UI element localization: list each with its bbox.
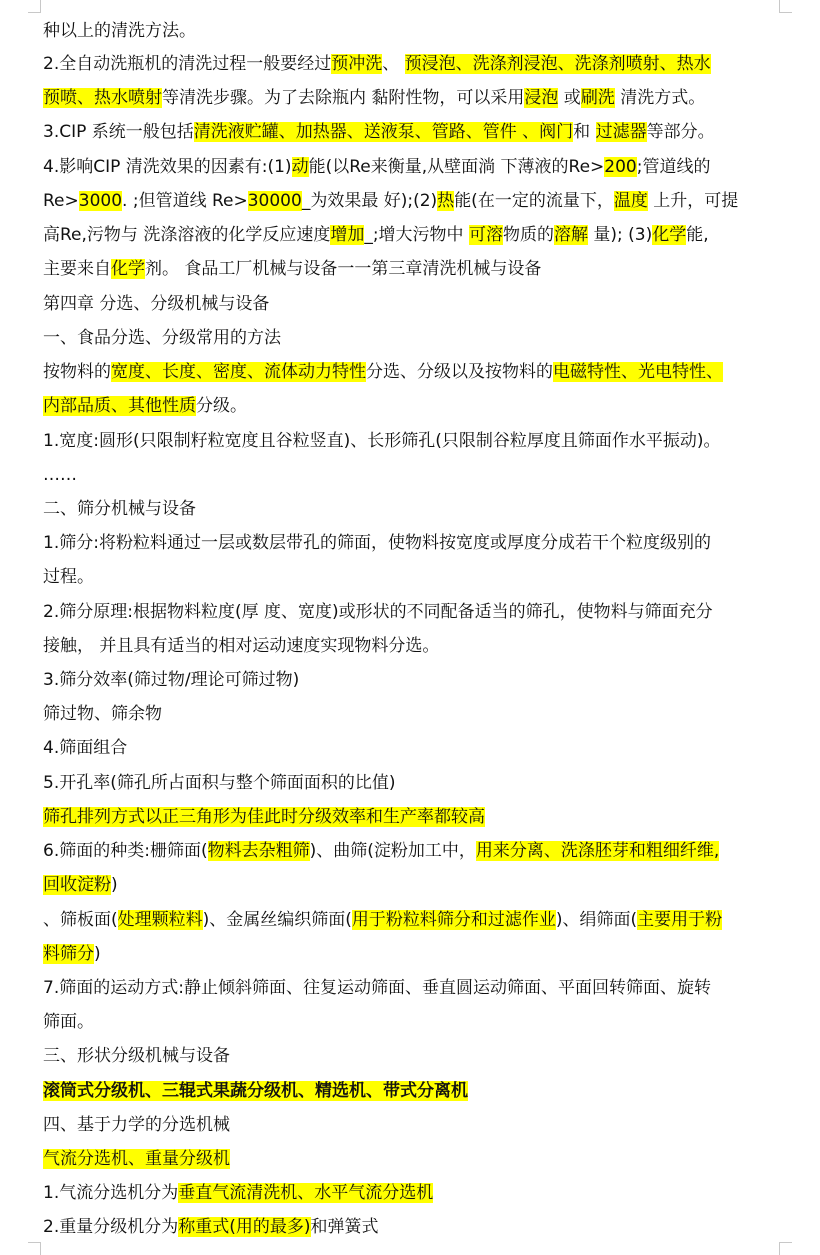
text-segment: 3.CIP 系统一般包括 <box>43 122 194 142</box>
highlighted-text: 垂直气流清洗机、水平气流分选机 <box>178 1183 434 1203</box>
text-line <box>43 768 783 798</box>
text-segment: . ;但管道线 Re> <box>122 191 248 211</box>
text-line <box>43 460 783 490</box>
text-line <box>43 802 783 832</box>
text-segment: 1.筛分:将粉粒料通过一层或数层带孔的筛面，使物料按宽度或厚度分成若干个粒度级别的 <box>43 533 711 553</box>
highlighted-text: 气流分选机、重量分级机 <box>43 1149 230 1169</box>
text-line <box>43 1212 783 1242</box>
highlighted-text: 浸泡 <box>524 88 559 108</box>
text-segment: 清洗方式。 <box>614 88 706 108</box>
highlighted-text: 预冲洗 <box>331 54 383 74</box>
highlighted-text: 宽度、长度、密度、流体动力特性 <box>111 362 366 382</box>
highlighted-text: 物料去杂粗筛 <box>207 841 310 861</box>
text-segment: 第四章 分选、分级机械与设备 <box>43 294 270 314</box>
page-corner-mark <box>28 1242 41 1255</box>
highlighted-text: 称重式(用的最多) <box>178 1217 311 1237</box>
text-segment: 分级。 <box>196 396 247 416</box>
highlighted-text: 预浸泡、洗涤剂浸泡、洗涤剂喷射、热水 <box>404 54 711 74</box>
text-line <box>43 426 783 456</box>
text-line <box>43 494 783 524</box>
highlighted-text: 内部品质、其他性质 <box>43 396 196 416</box>
text-segment: 剂。 食品工厂机械与设备一一第三章清洗机械与设备 <box>145 259 542 279</box>
text-line <box>43 289 783 319</box>
text-line <box>43 186 783 216</box>
text-segment: 三、形状分级机械与设备 <box>43 1046 230 1066</box>
highlighted-text: 过滤器 <box>595 122 647 142</box>
text-segment: 4.影响CIP 清洗效果的因素有:(1) <box>43 157 292 177</box>
highlighted-text: 溶解 <box>553 225 588 245</box>
text-segment: _;增大污物中 <box>364 225 469 245</box>
text-segment: 和 <box>573 122 596 142</box>
text-segment: 高Re,污物与 洗涤溶液的化学反应速度 <box>43 225 331 245</box>
text-segment: Re> <box>43 191 79 211</box>
page-corner-mark <box>779 1242 792 1255</box>
text-segment: 1.宽度:圆形(只限制籽粒宽度且谷粒竖直)、长形筛孔(只限制谷粒厚度且筛面作水平振动)。 <box>43 431 721 451</box>
text-line <box>43 631 783 661</box>
highlighted-text: 200 <box>604 157 637 177</box>
text-line <box>43 83 783 113</box>
text-line <box>43 1178 783 1208</box>
text-segment: 物质的 <box>502 225 554 245</box>
text-segment: 接触， 并且具有适当的相对运动速度实现物料分选。 <box>43 636 440 656</box>
text-segment: 和弹簧式 <box>310 1217 379 1237</box>
text-line <box>43 49 783 79</box>
text-segment: 筛过物、筛余物 <box>43 704 162 724</box>
text-segment: 二、筛分机械与设备 <box>43 499 196 519</box>
text-line <box>43 1144 783 1174</box>
text-segment: ) <box>94 944 101 964</box>
text-segment: 分选、分级以及按物料的 <box>366 362 553 382</box>
text-line <box>43 357 783 387</box>
text-segment: 过程。 <box>43 567 94 587</box>
highlighted-text: 30000 <box>247 191 302 211</box>
text-line <box>43 973 783 1003</box>
text-segment: )、绢筛面( <box>555 910 638 930</box>
text-segment: ;管道线的 <box>636 157 711 177</box>
text-segment: ) <box>111 875 118 895</box>
highlighted-text: 增加 <box>330 225 365 245</box>
text-segment: 等清洗步骤。为了去除瓶内 黏附性物，可以采用 <box>162 88 525 108</box>
text-line <box>43 1007 783 1037</box>
text-segment: )、金属丝编织筛面( <box>202 910 352 930</box>
highlighted-text: 预喷、热水喷射 <box>43 88 162 108</box>
text-segment: 、 <box>382 54 405 74</box>
page-corner-mark <box>779 0 792 13</box>
text-line <box>43 699 783 729</box>
text-segment: 一、食品分选、分级常用的方法 <box>43 328 281 348</box>
highlighted-text: 筛孔排列方式以正三角形为佳此时分级效率和生产率都较高 <box>43 807 485 827</box>
text-segment: 4.筛面组合 <box>43 738 128 758</box>
text-line <box>43 152 783 182</box>
highlighted-text: 回收淀粉 <box>43 875 111 895</box>
text-segment: _为效果最 好);(2) <box>301 191 438 211</box>
text-line <box>43 905 783 935</box>
highlighted-text: 处理颗粒料 <box>117 910 203 930</box>
text-line <box>43 117 783 147</box>
text-line <box>43 733 783 763</box>
text-line <box>43 220 783 250</box>
text-segment: 5.开孔率(筛孔所占面积与整个筛面面积的比值) <box>43 773 396 793</box>
highlighted-text: 料筛分 <box>43 944 94 964</box>
page-corner-mark <box>28 0 41 13</box>
text-segment: 主要来自 <box>43 259 111 279</box>
highlighted-text: 热 <box>437 191 455 211</box>
text-line <box>43 1076 783 1106</box>
text-line <box>43 323 783 353</box>
highlighted-text: 可溶 <box>468 225 503 245</box>
text-segment: 3.筛分效率(筛过物/理论可筛过物) <box>43 670 300 690</box>
text-line <box>43 562 783 592</box>
highlighted-text: 用于粉粒料筛分和过滤作业 <box>351 910 556 930</box>
text-segment: 筛面。 <box>43 1012 94 1032</box>
highlighted-text: 温度 <box>613 191 648 211</box>
highlighted-text: 电磁特性、光电特性、 <box>553 362 723 382</box>
text-segment: 按物料的 <box>43 362 111 382</box>
text-segment: 能, <box>686 225 709 245</box>
highlighted-text: 清洗液贮罐、加热器、送液泵、管路、管件 、阀门 <box>193 122 574 142</box>
text-line <box>43 528 783 558</box>
text-line <box>43 836 783 866</box>
highlighted-text: 3000 <box>78 191 123 211</box>
highlighted-text: 主要用于粉 <box>637 910 723 930</box>
text-line <box>43 665 783 695</box>
text-segment: 6.筛面的种类:栅筛面( <box>43 841 208 861</box>
text-segment: 量); (3) <box>587 225 653 245</box>
highlighted-text: 用来分离、洗涤胚芽和粗细纤维, <box>475 841 720 861</box>
text-segment: 四、基于力学的分选机械 <box>43 1115 230 1135</box>
text-line <box>43 1110 783 1140</box>
text-segment: …… <box>43 465 77 485</box>
text-segment: 2.重量分级机分为 <box>43 1217 179 1237</box>
text-segment: 2.筛分原理:根据物料粒度(厚 度、宽度)或形状的不同配备适当的筛孔，使物料与筛面充分 <box>43 602 713 622</box>
text-line <box>43 254 783 284</box>
text-segment: 、筛板面( <box>43 910 118 930</box>
text-segment: 2.全自动洗瓶机的清洗过程一般要经过 <box>43 54 332 74</box>
text-line <box>43 16 783 46</box>
text-segment: 1.气流分选机分为 <box>43 1183 179 1203</box>
text-segment: 能(在一定的流量下， <box>454 191 614 211</box>
text-line <box>43 391 783 421</box>
highlighted-text: 动 <box>291 157 309 177</box>
text-line <box>43 939 783 969</box>
highlighted-text: 滚筒式分级机、三辊式果蔬分级机、精选机、带式分离机 <box>43 1081 468 1101</box>
text-line <box>43 870 783 900</box>
text-line <box>43 1041 783 1071</box>
text-segment: 能(以Re来衡量,从壁面淌 下薄液的Re> <box>308 157 605 177</box>
text-segment: 或 <box>558 88 581 108</box>
text-segment: 种以上的清洗方法。 <box>43 21 196 41</box>
highlighted-text: 刷洗 <box>580 88 615 108</box>
text-segment: 上升，可提 <box>647 191 739 211</box>
text-segment: 等部分。 <box>646 122 715 142</box>
text-segment: 7.筛面的运动方式:静止倾斜筛面、往复运动筛面、垂直圆运动筛面、平面回转筛面、旋转 <box>43 978 711 998</box>
highlighted-text: 化学 <box>652 225 687 245</box>
text-line <box>43 597 783 627</box>
text-segment: )、曲筛(淀粉加工中， <box>309 841 476 861</box>
highlighted-text: 化学 <box>111 259 145 279</box>
